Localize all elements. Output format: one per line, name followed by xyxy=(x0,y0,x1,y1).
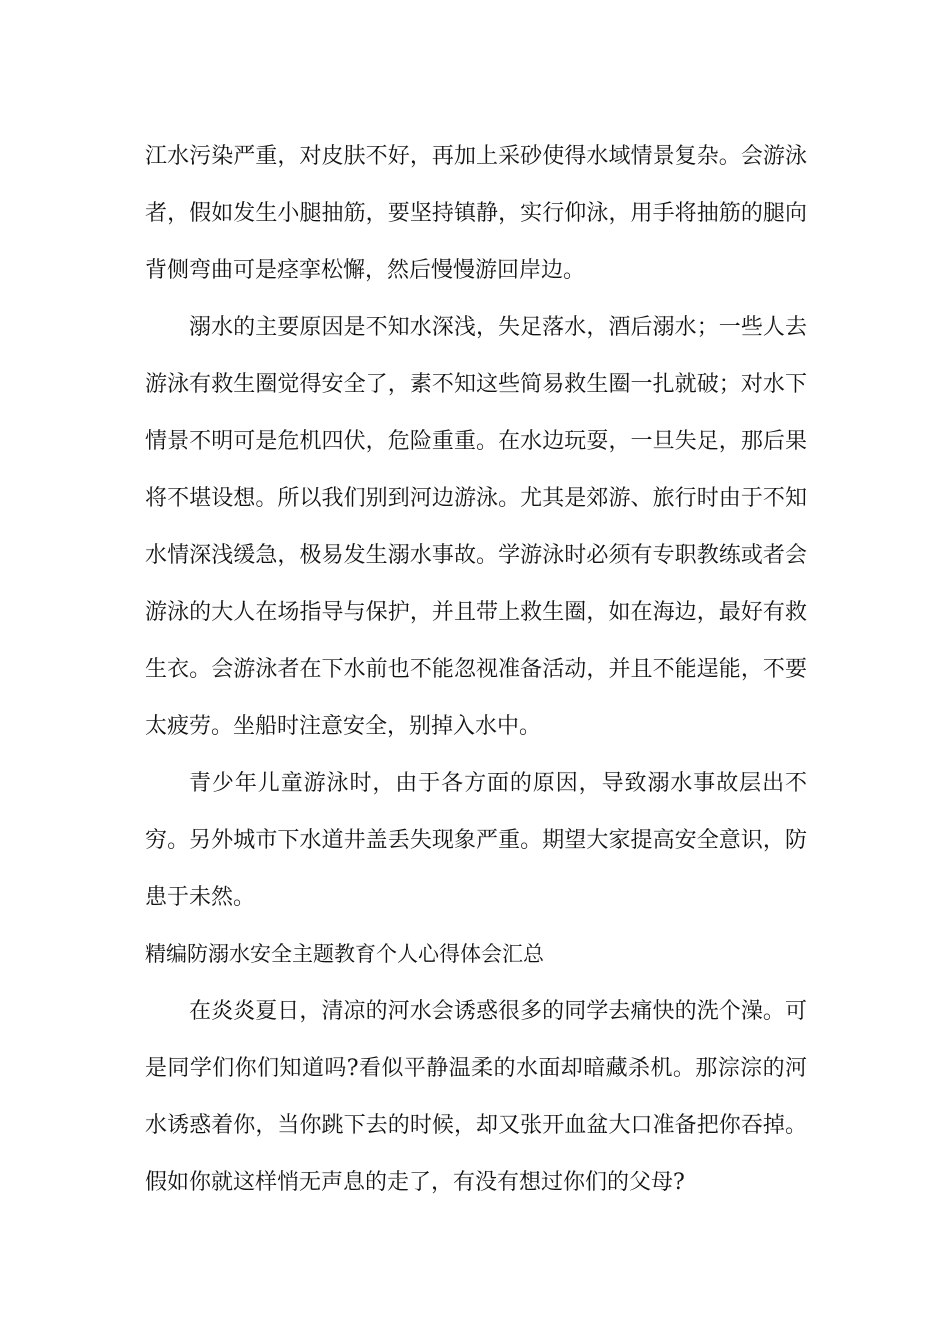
paragraph-continued: 江水污染严重，对皮肤不好，再加上采砂使得水域情景复杂。会游泳者，假如发生小腿抽筋，要坚持镇静，实行仰泳，用手将抽筋的腿向背侧弯曲可是痉挛松懈，然后慢慢游回岸边。 xyxy=(145,144,807,283)
paragraph-drowning-causes: 溺水的主要原因是不知水深浅，失足落水，酒后溺水；一些人去游泳有救生圈觉得安全了，素不知这些简易救生圈一扎就破；对水下情景不明可是危机四伏，危险重重。在水边玩耍，一旦失足，那后果将不堪设想。所以我们别到河边游泳。尤其是郊游、旅行时由于不知水情深浅缓急，极易发生溺水事故。学游泳时必须有专职教练或者会游泳的大人在场指导与保护，并且带上救生圈，如在海边，最好有救生衣。会游泳者在下水前也不能忽视准备活动，并且不能逞能，不要太疲劳。坐船时注意安全，别掉入水中。 xyxy=(145,315,807,739)
paragraph-youth-safety: 青少年儿童游泳时，由于各方面的原因，导致溺水事故层出不穷。另外城市下水道井盖丢失现象严重。期望大家提高安全意识，防患于未然。 xyxy=(145,771,807,910)
paragraph-summer-river: 在炎炎夏日，清凉的河水会诱惑很多的同学去痛快的洗个澡。可是同学们你们知道吗?看似平静温柔的水面却暗藏杀机。那淙淙的河水诱惑着你，当你跳下去的时候，却又张开血盆大口准备把你吞掉。假如你就这样悄无声息的走了，有没有想过你们的父母? xyxy=(145,999,807,1195)
section-heading: 精编防溺水安全主题教育个人心得体会汇总 xyxy=(145,942,544,966)
document-body xyxy=(145,128,807,1211)
